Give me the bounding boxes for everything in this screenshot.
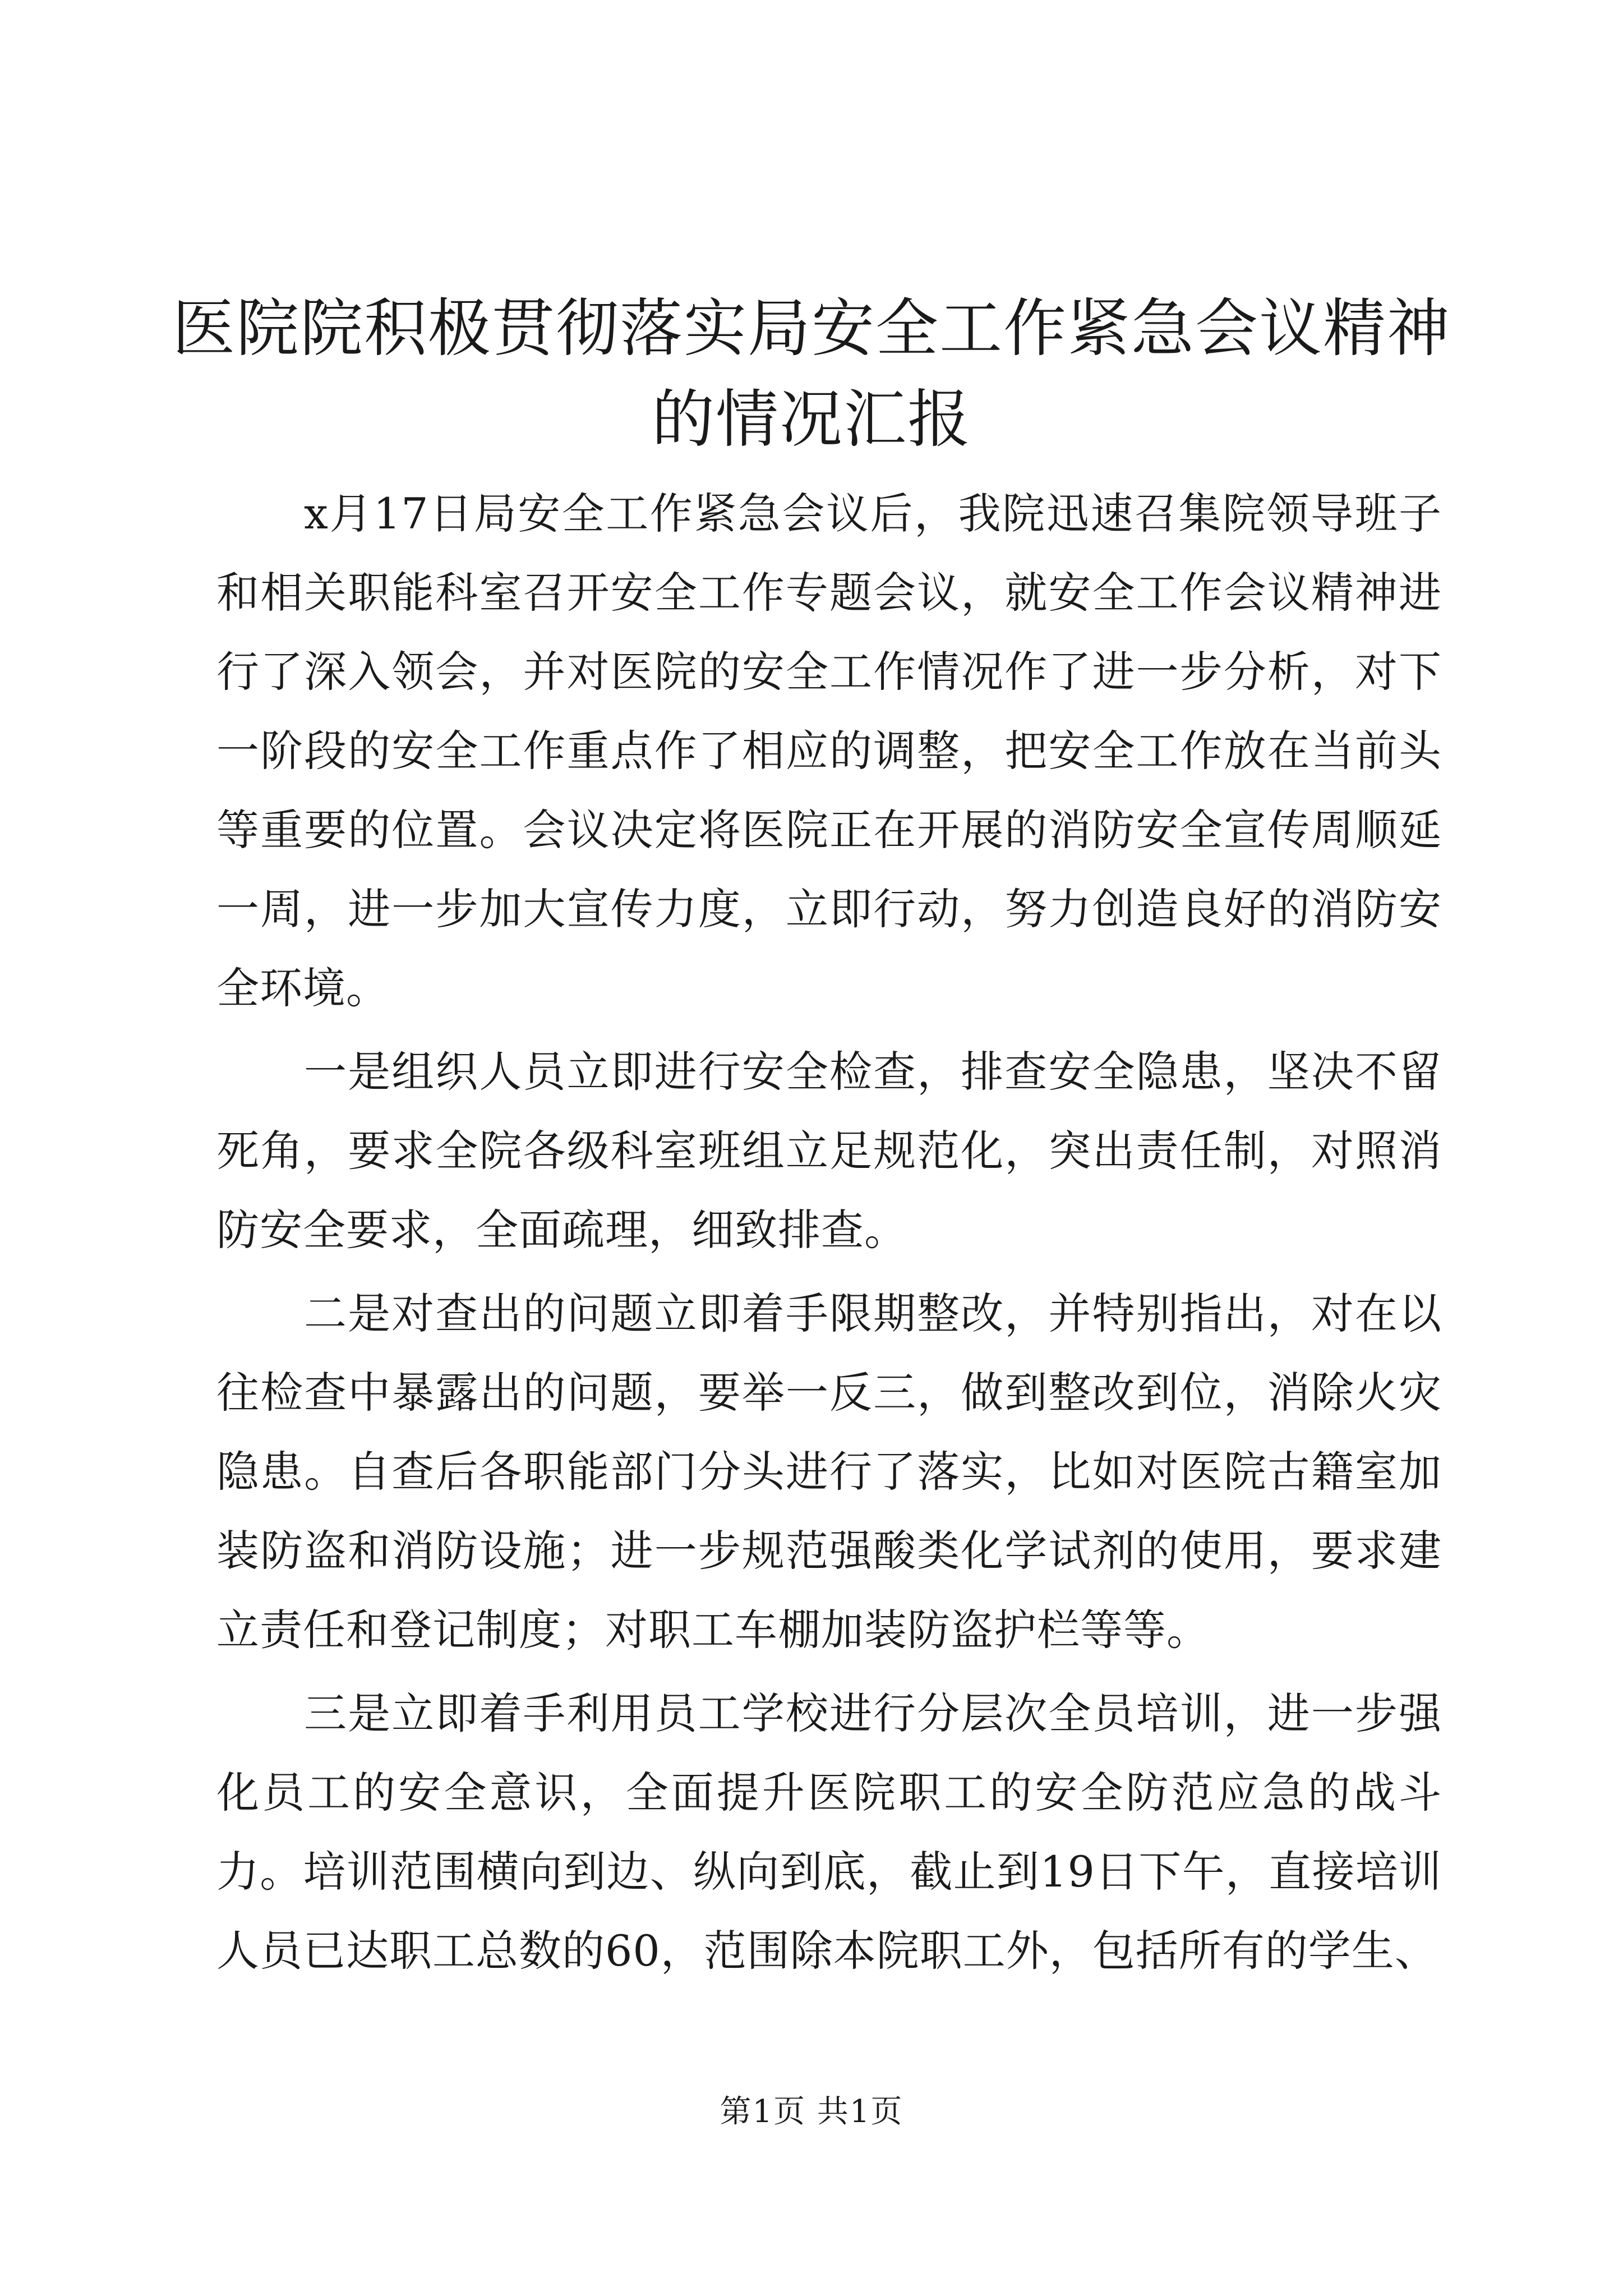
- document-title: [168, 283, 1455, 465]
- title-line-2: 的情况汇报: [652, 383, 971, 456]
- title-line-1: 医院院积极贯彻落实局安全工作紧急会议精神: [172, 292, 1451, 365]
- document-body: [216, 474, 1442, 1990]
- paragraph-point-2: 二是对查出的问题立即着手限期整改，并特别指出，对在以往检查中暴露出的问题，要举一反三，做到整改到位，消除火灾隐患。自查后各职能部门分头进行了落实，比如对医院古籍室加装防盗和消防设施；进一步规范强酸类化学试剂的使用，要求建立责任和登记制度；对职工车棚加装防盗护栏等等。: [216, 1289, 1442, 1655]
- paragraph-intro: x月17日局安全工作紧急会议后，我院迅速召集院领导班子和相关职能科室召开安全工作专题会议，就安全工作会议精神进行了深入领会，并对医院的安全工作情况作了进一步分析，对下一阶段的安全工作重点作了相应的调整，把安全工作放在当前头等重要的位置。会议决定将医院正在开展的消防安全宣传周顺延一周，进一步加大宣传力度，立即行动，努力创造良好的消防安全环境。: [216, 489, 1442, 1013]
- page-footer: 第1页 共1页: [720, 2093, 903, 2130]
- paragraph-point-1: 一是组织人员立即进行安全检查，排查安全隐患，坚决不留死角，要求全院各级科室班组立足规范化，突出责任制，对照消防安全要求，全面疏理，细致排查。: [216, 1047, 1442, 1255]
- paragraph-point-3: 三是立即着手利用员工学校进行分层次全员培训，进一步强化员工的安全意识，全面提升医院职工的安全防范应急的战斗力。培训范围横向到边、纵向到底，截止到19日下午，直接培训人员已达职工总数的60，范围除本院职工外，包括所有的学生、: [216, 1688, 1442, 1976]
